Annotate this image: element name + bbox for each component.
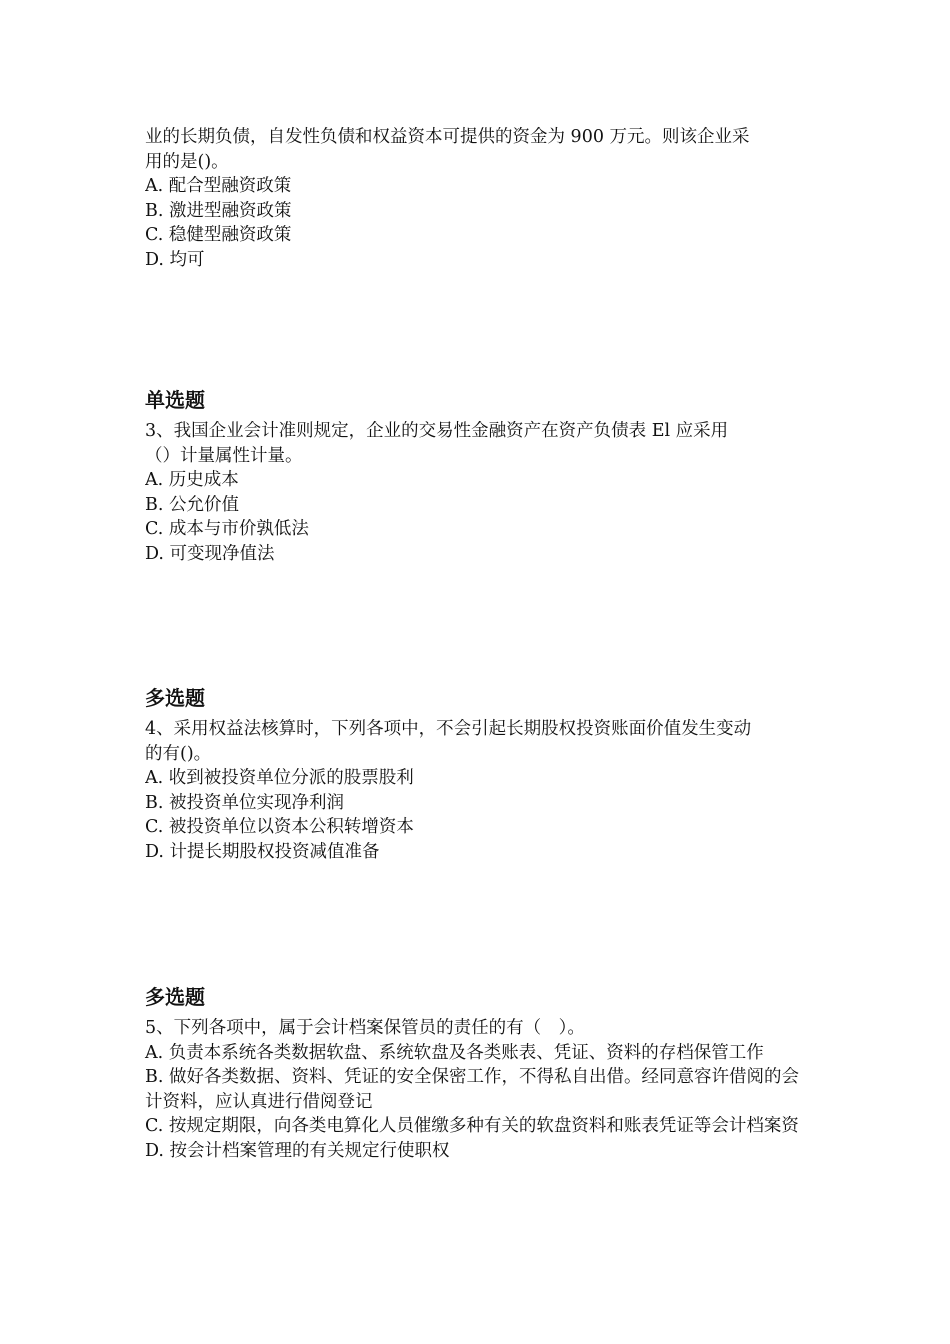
question-5 xyxy=(145,982,810,1164)
question-3-option-a: A. 历史成本 xyxy=(145,470,239,491)
question-2-option-d: D. 均可 xyxy=(145,249,205,270)
question-4-stem-line-2: 的有()。 xyxy=(145,743,212,764)
question-5-type-heading: 多选题 xyxy=(145,985,205,1009)
question-3-option-b: B. 公允价值 xyxy=(145,494,239,515)
question-2-option-c: C. 稳健型融资政策 xyxy=(145,225,292,246)
question-4 xyxy=(145,683,810,865)
question-4-type-heading: 多选题 xyxy=(145,686,205,710)
question-3-type-heading: 单选题 xyxy=(145,388,205,412)
question-3-option-c: C. 成本与市价孰低法 xyxy=(145,519,309,540)
question-5-option-a: A. 负责本系统各类数据软盘、系统软盘及各类账表、凭证、资料的存档保管工作 xyxy=(145,1042,764,1063)
question-4-option-d: D. 计提长期股权投资减值准备 xyxy=(145,841,380,862)
question-4-option-c: C. 被投资单位以资本公积转增资本 xyxy=(145,817,414,838)
question-3-stem-line-2: （）计量属性计量。 xyxy=(145,445,303,466)
question-4-option-a: A. 收到被投资单位分派的股票股利 xyxy=(145,768,414,789)
question-5-option-c: C. 按规定期限，向各类电算化人员催缴多种有关的软盘资料和账表凭证等会计档案资 xyxy=(145,1116,799,1137)
question-5-option-b: B. 做好各类数据、资料、凭证的安全保密工作，不得私自出借。经同意容许借阅的会计资料，应认真进行借阅登记 xyxy=(145,1067,799,1112)
question-2-stem-line-1: 业的长期负债，自发性负债和权益资本可提供的资金为 900 万元。则该企业采 xyxy=(145,127,750,147)
question-5-option-d: D. 按会计档案管理的有关规定行使职权 xyxy=(145,1140,450,1161)
question-4-stem-line-1: 4、采用权益法核算时，下列各项中，不会引起长期股权投资账面价值发生变动 xyxy=(145,719,752,739)
question-3-stem-line-1: 3、我国企业会计准则规定，企业的交易性金融资产在资产负债表 El 应采用 xyxy=(145,421,729,441)
question-2-option-a: A. 配合型融资政策 xyxy=(145,176,292,197)
question-2-option-b: B. 激进型融资政策 xyxy=(145,200,292,221)
question-5-stem: 5、下列各项中，属于会计档案保管员的责任的有（ ）。 xyxy=(145,1018,585,1038)
question-3-option-d: D. 可变现净值法 xyxy=(145,543,275,564)
question-2 xyxy=(145,125,810,273)
question-4-option-b: B. 被投资单位实现净利润 xyxy=(145,792,344,813)
question-2-stem-line-2: 用的是()。 xyxy=(145,151,229,172)
question-3 xyxy=(145,385,810,567)
